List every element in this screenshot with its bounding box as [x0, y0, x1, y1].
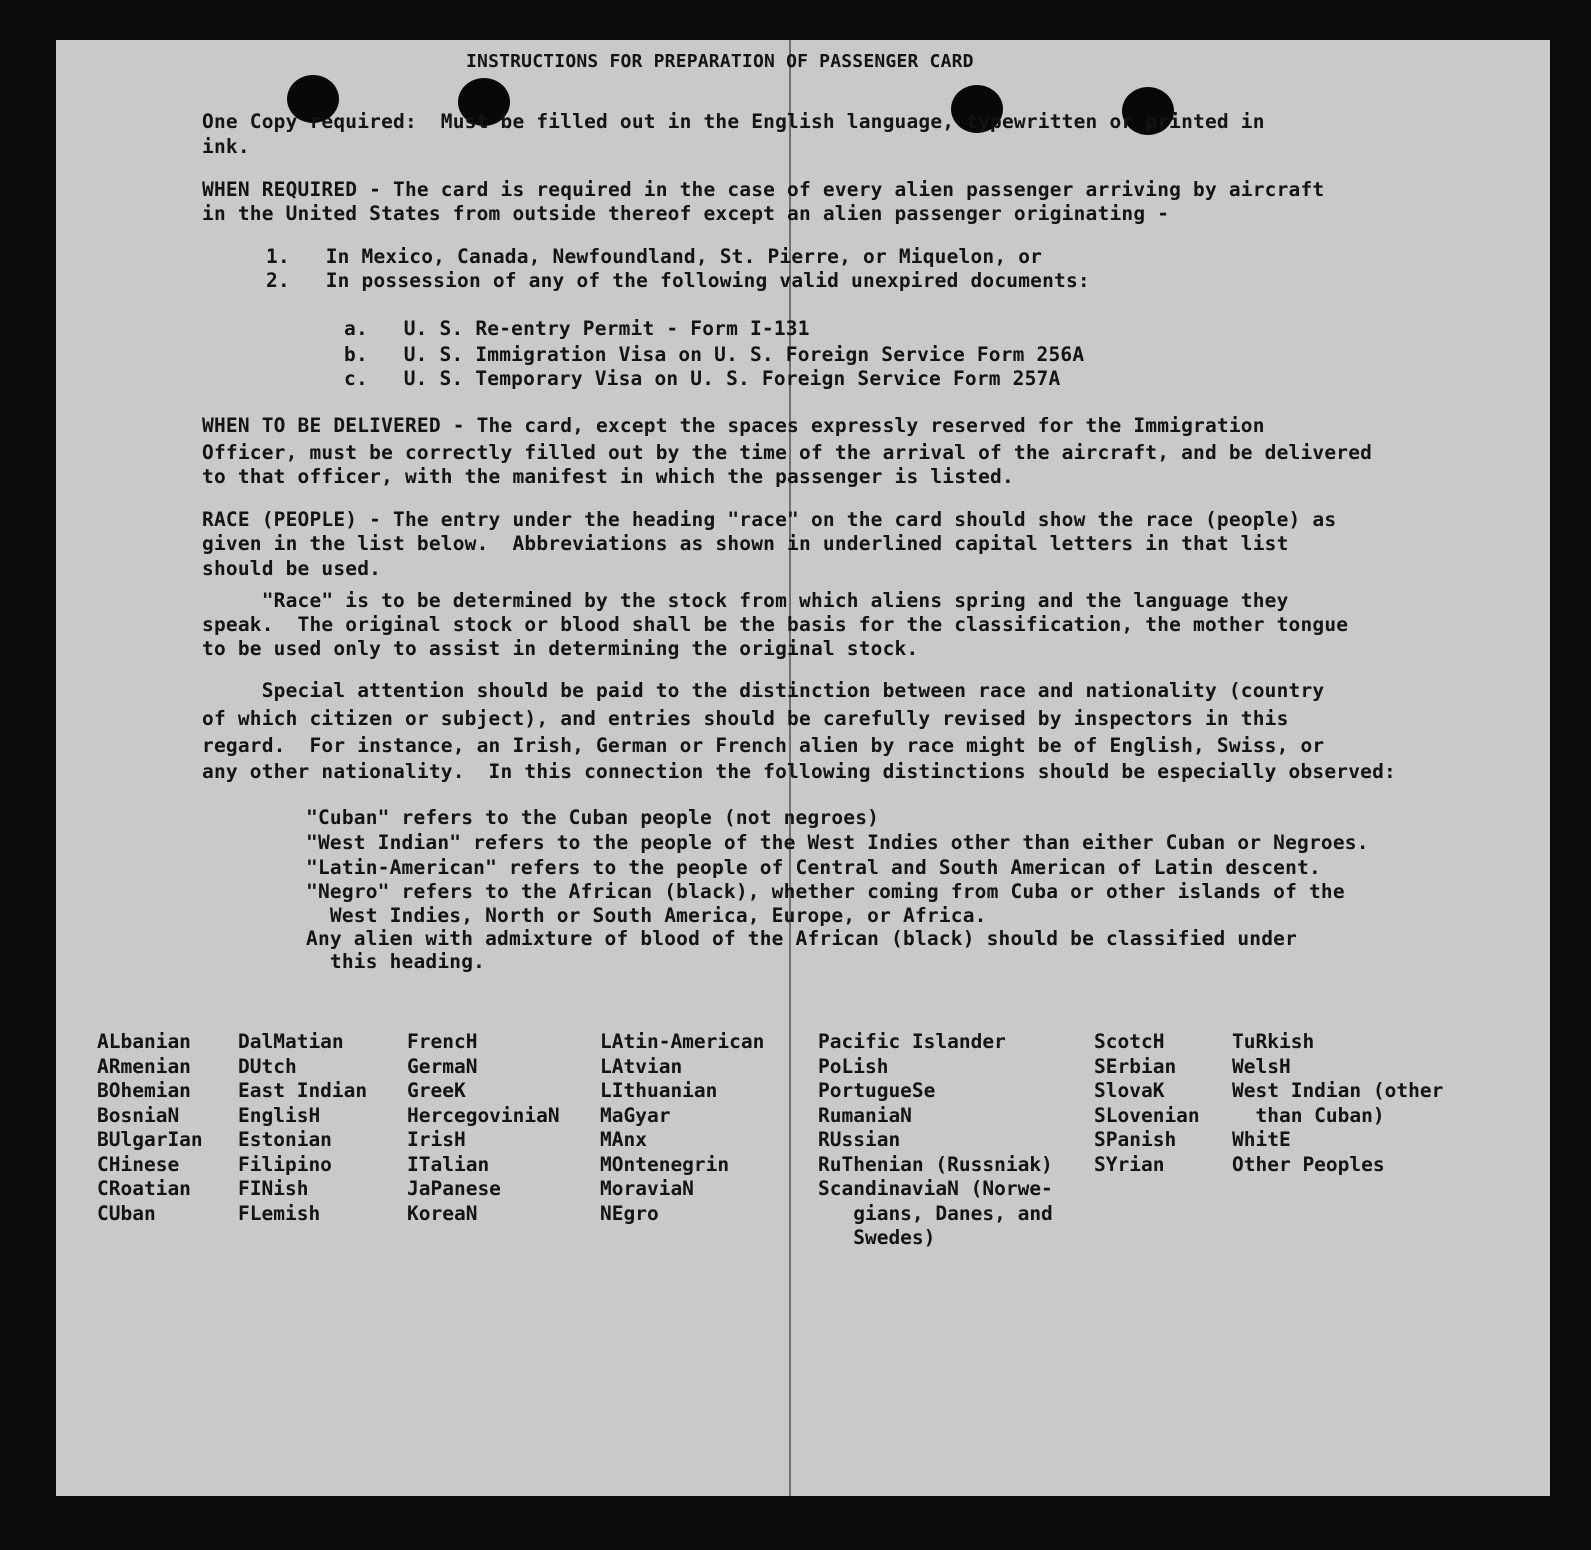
- race-entry: LAtin-American: [600, 1030, 765, 1053]
- race-entry: LIthuanian: [600, 1079, 718, 1102]
- race-entry: SlovaK: [1094, 1079, 1165, 1102]
- race-entry: Swedes): [818, 1226, 936, 1249]
- race-entry: SLovenian: [1094, 1103, 1200, 1127]
- when-required-line: in the United States from outside thereof except an alien passenger originating -: [202, 202, 1170, 225]
- race-entry: LAtvian: [600, 1054, 683, 1078]
- special-attention-line: regard. For instance, an Irish, German or French alien by race might be of English, Swiss, or: [202, 734, 1325, 757]
- race-list-column-5: [818, 1030, 1053, 1251]
- when-delivered-line: to that officer, with the manifest in which the passenger is listed.: [202, 465, 1014, 488]
- origin-item: 1. In Mexico, Canada, Newfoundland, St. Pierre, or Miquelon, or: [266, 245, 1043, 268]
- race-entry: RuThenian (Russniak): [818, 1152, 1053, 1176]
- race-section-line: given in the list below. Abbreviations as shown in underlined capital letters in that list: [202, 532, 1289, 555]
- race-entry: JaPanese: [407, 1177, 501, 1200]
- race-entry: PoLish: [818, 1054, 889, 1078]
- race-entry: ScandinaviaN (Norwe-: [818, 1177, 1053, 1200]
- race-entry: FINish: [238, 1177, 309, 1200]
- race-entry: East Indian: [238, 1079, 368, 1102]
- race-entry: ScotcH: [1094, 1030, 1165, 1053]
- race-entry: MaGyar: [600, 1103, 671, 1127]
- race-entry: CUban: [97, 1201, 156, 1225]
- race-entry: GermaN: [407, 1054, 478, 1078]
- race-entry: EnglisH: [238, 1103, 321, 1127]
- race-entry: WhitE: [1232, 1128, 1291, 1151]
- race-definition-line: "Race" is to be determined by the stock from which aliens spring and the language they: [202, 589, 1289, 612]
- race-entry: Pacific Islander: [818, 1030, 1006, 1053]
- distinction-line: "Cuban" refers to the Cuban people (not negroes): [306, 806, 880, 829]
- race-entry: Other Peoples: [1232, 1152, 1385, 1176]
- race-entry: BOhemian: [97, 1079, 191, 1102]
- race-entry: gians, Danes, and: [818, 1201, 1053, 1225]
- race-entry: FrencH: [407, 1030, 478, 1053]
- race-entry: MoraviaN: [600, 1177, 694, 1200]
- special-attention-line: any other nationality. In this connection the following distinctions should be especially observed:: [202, 760, 1396, 783]
- race-entry: West Indian (other: [1232, 1079, 1444, 1102]
- page-title: INSTRUCTIONS FOR PREPARATION OF PASSENGER CARD: [466, 51, 974, 72]
- race-entry: RumaniaN: [818, 1103, 912, 1127]
- when-required-line: WHEN REQUIRED - The card is required in the case of every alien passenger arriving by aircraft: [202, 178, 1325, 201]
- special-attention-line: of which citizen or subject), and entries should be carefully revised by inspectors in this: [202, 707, 1289, 730]
- race-entry: than Cuban): [1232, 1103, 1385, 1127]
- one-copy-line: ink.: [202, 135, 250, 158]
- race-list-column-2: [238, 1030, 367, 1226]
- race-entry: NEgro: [600, 1201, 659, 1225]
- distinction-line: this heading.: [306, 950, 486, 973]
- race-entry: KoreaN: [407, 1201, 478, 1225]
- race-list-column-1: [97, 1030, 203, 1226]
- race-entry: SYrian: [1094, 1152, 1165, 1176]
- document-item: a. U. S. Re-entry Permit - Form I-131: [344, 317, 810, 340]
- race-definition-line: speak. The original stock or blood shall be the basis for the classification, the mother tongue: [202, 613, 1349, 636]
- race-entry: BUlgarIan: [97, 1128, 203, 1151]
- race-entry: DalMatian: [238, 1030, 344, 1053]
- race-list-column-3: [407, 1030, 560, 1226]
- distinction-line: Any alien with admixture of blood of the African (black) should be classified under: [306, 927, 1298, 950]
- race-entry: PortugueSe: [818, 1079, 936, 1102]
- race-entry: RUssian: [818, 1128, 901, 1151]
- race-section-line: should be used.: [202, 557, 382, 580]
- one-copy-line: One Copy required: Must be filled out in the English language, typewritten or printed in: [202, 110, 1265, 133]
- race-entry: BosniaN: [97, 1103, 180, 1127]
- race-entry: ITalian: [407, 1152, 490, 1176]
- race-entry: MAnx: [600, 1128, 647, 1151]
- race-entry: CHinese: [97, 1152, 180, 1176]
- distinction-line: "Negro" refers to the African (black), whether coming from Cuba or other islands of the: [306, 880, 1345, 903]
- race-entry: WelsH: [1232, 1054, 1291, 1078]
- race-entry: FLemish: [238, 1201, 321, 1225]
- race-entry: SErbian: [1094, 1054, 1177, 1078]
- race-entry: HercegoviniaN: [407, 1103, 560, 1127]
- race-list-column-6: [1094, 1030, 1200, 1177]
- special-attention-line: Special attention should be paid to the distinction between race and nationality (country: [202, 679, 1325, 702]
- distinction-line: West Indies, North or South America, Europe, or Africa.: [306, 904, 987, 927]
- when-delivered-line: WHEN TO BE DELIVERED - The card, except the spaces expressly reserved for the Immigration: [202, 414, 1265, 437]
- race-entry: MOntenegrin: [600, 1152, 730, 1176]
- race-entry: CRoatian: [97, 1177, 191, 1200]
- race-entry: GreeK: [407, 1079, 466, 1102]
- race-section-line: RACE (PEOPLE) - The entry under the heading "race" on the card should show the race (people) as: [202, 508, 1337, 531]
- document-item: b. U. S. Immigration Visa on U. S. Foreign Service Form 256A: [344, 343, 1085, 366]
- race-list-column-4: [600, 1030, 764, 1226]
- document-item: c. U. S. Temporary Visa on U. S. Foreign Service Form 257A: [344, 367, 1061, 390]
- race-list-column-7: [1232, 1030, 1443, 1177]
- race-entry: Estonian: [238, 1128, 332, 1151]
- when-delivered-line: Officer, must be correctly filled out by the time of the arrival of the aircraft, and be delivered: [202, 441, 1373, 464]
- passenger-card-instructions-page: [56, 40, 1550, 1496]
- race-definition-line: to be used only to assist in determining the original stock.: [202, 637, 919, 660]
- race-entry: DUtch: [238, 1054, 297, 1078]
- race-entry: TuRkish: [1232, 1030, 1315, 1053]
- race-entry: ALbanian: [97, 1030, 191, 1053]
- race-entry: SPanish: [1094, 1128, 1177, 1151]
- race-entry: IrisH: [407, 1128, 466, 1151]
- race-entry: ARmenian: [97, 1054, 191, 1078]
- race-entry: Filipino: [238, 1152, 332, 1176]
- origin-item: 2. In possession of any of the following valid unexpired documents:: [266, 269, 1090, 292]
- distinction-line: "West Indian" refers to the people of the West Indies other than either Cuban or Negroes.: [306, 831, 1369, 854]
- distinction-line: "Latin-American" refers to the people of Central and South American of Latin descent.: [306, 856, 1321, 879]
